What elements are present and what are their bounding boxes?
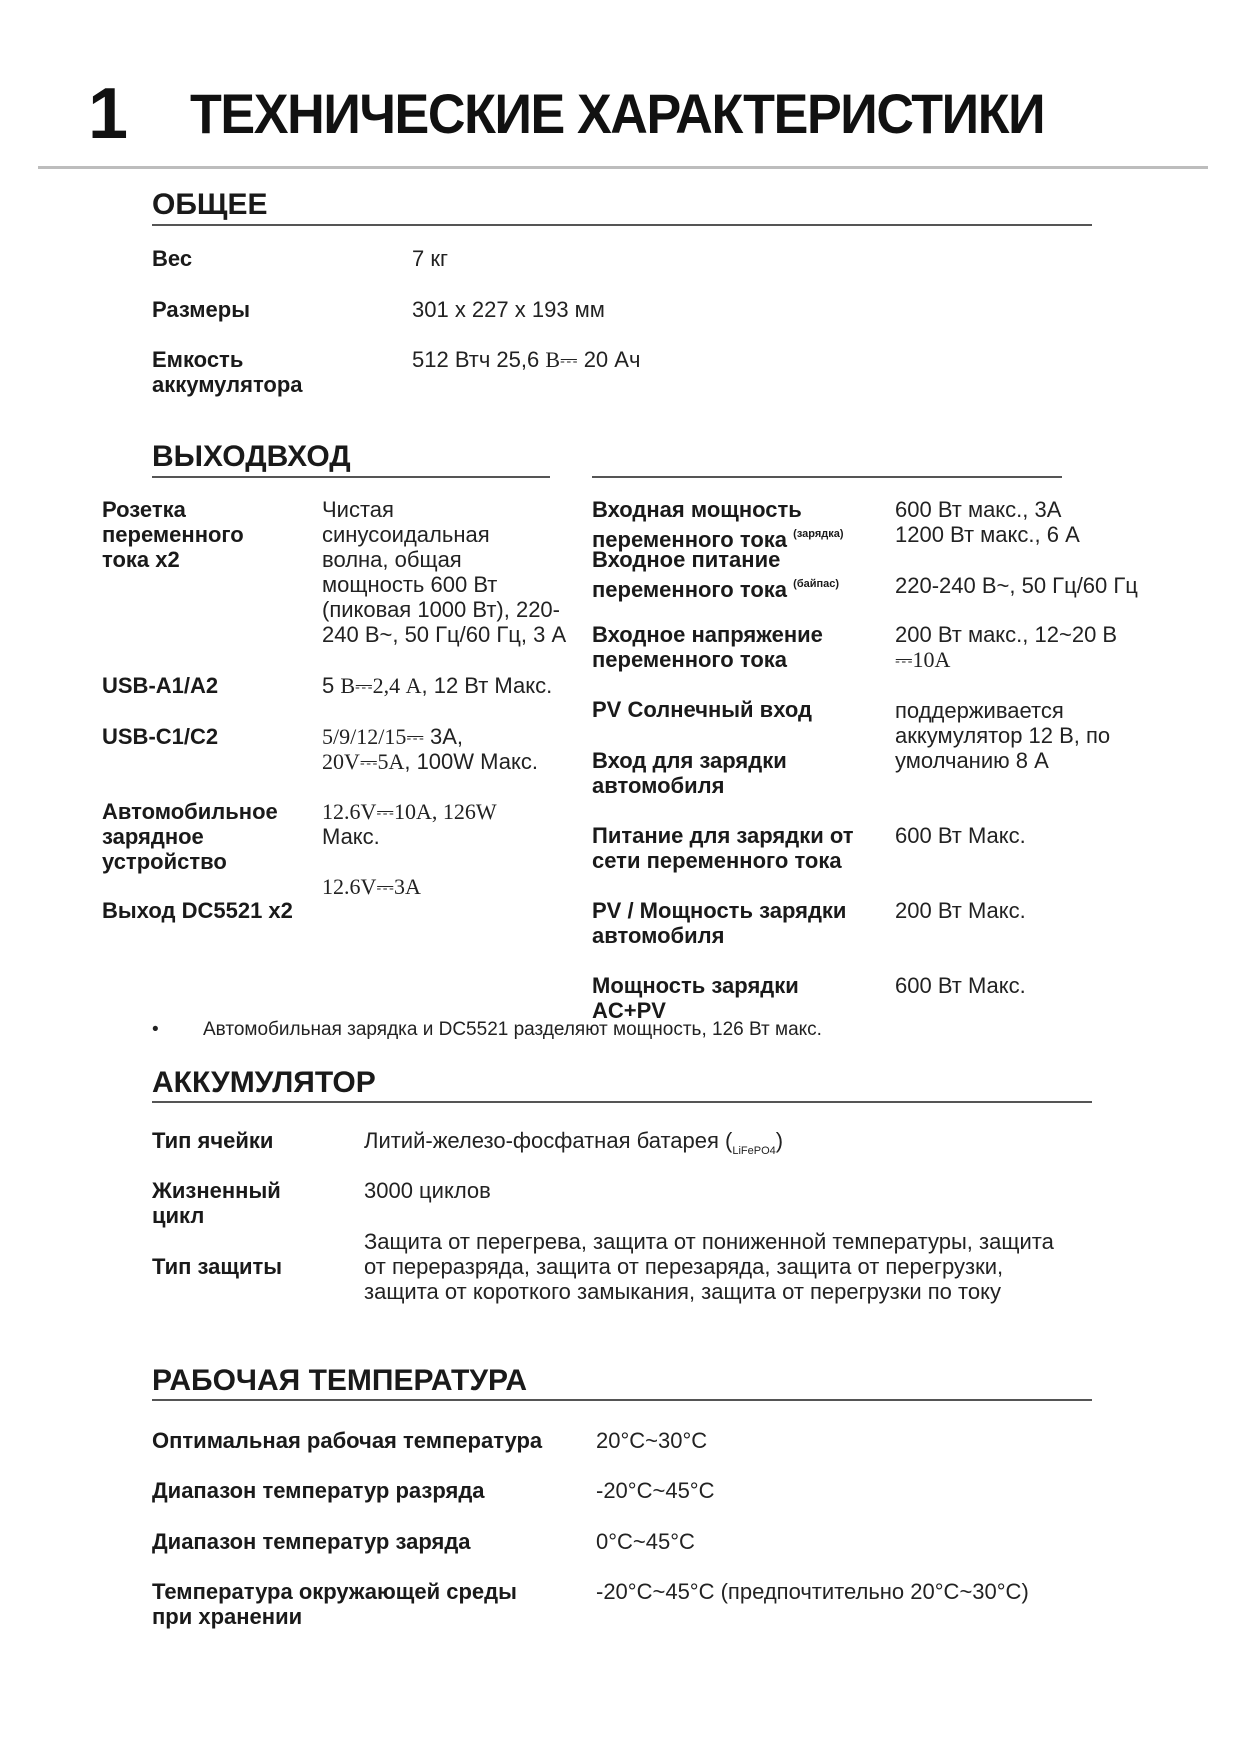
input-voltage-value [895, 622, 1117, 672]
cell-type-value-text: Литий-железо-фосфатная батарея ( [364, 1128, 733, 1153]
cell-type-close: ) [775, 1128, 784, 1153]
chapter-divider [38, 166, 1208, 169]
car-charger-value-line1 [322, 799, 497, 824]
life-cycle-label-2: цикл [152, 1203, 205, 1228]
usbc-value-line2-b: , 100W Макс. [404, 749, 538, 774]
storage-temp-value: -20°C~45°C (предпочтительно 20°C~30°C) [596, 1579, 1029, 1604]
ac-input-label-2-text: переменного тока [592, 527, 788, 552]
usba-value [322, 673, 552, 698]
usbc-value-line2-a: 20V⎓5A [322, 749, 405, 774]
section-title-general: ОБЩЕЕ [152, 188, 268, 221]
mains-charge-label [592, 823, 854, 873]
chapter-number: 1 [88, 74, 128, 154]
car-input-label-2: автомобиля [592, 773, 725, 798]
storage-temp-label-1: Температура окружающей среды [152, 1579, 517, 1604]
section-rule-io-left [152, 476, 550, 478]
protection-value-1: Защита от перегрева, защита от пониженной температуры, защита [364, 1229, 1054, 1254]
ac-outlet-value-2: синусоидальная [322, 522, 490, 547]
input-voltage-label [592, 622, 823, 672]
car-charger-value-a: 12.6V⎓10A [322, 799, 432, 824]
ac-pv-power-label-1: Мощность зарядки [592, 973, 799, 998]
storage-temp-label-2: при хранении [152, 1604, 303, 1629]
car-input-label [592, 748, 787, 798]
car-charger-value-c: Макс. [322, 824, 380, 849]
car-charger-value-b: , 126W [431, 799, 497, 824]
usbc-value-line1 [322, 724, 538, 749]
ac-outlet-value-6: 240 В~, 50 Гц/60 Гц, 3 А [322, 622, 567, 647]
pv-input-value-3: умолчанию 8 А [895, 748, 1049, 773]
usbc-label: USB-C1/C2 [102, 724, 219, 749]
protection-label: Тип защиты [152, 1254, 283, 1279]
car-charger-label [102, 799, 278, 874]
usbc-value-line1-b: 3A, [423, 724, 464, 749]
section-title-temperature: РАБОЧАЯ ТЕМПЕРАТУРА [152, 1364, 528, 1397]
bypass-label-2 [592, 572, 839, 602]
usba-label: USB-A1/A2 [102, 673, 219, 698]
ac-outlet-label-1: Розетка [102, 497, 186, 522]
capacity-value-a: 512 Втч 25,6 [412, 347, 546, 372]
input-voltage-label-2: переменного тока [592, 647, 788, 672]
bypass-label-sup: (байпас) [793, 578, 840, 590]
ac-input-value-1: 600 Вт макс., 3А [895, 497, 1062, 522]
capacity-label-line1: Емкость [152, 347, 244, 372]
charge-temp-value: 0°C~45°C [596, 1529, 695, 1554]
charge-temp-label: Диапазон температур заряда [152, 1529, 471, 1554]
discharge-temp-value: -20°C~45°C [596, 1478, 715, 1503]
ac-input-value-2: 1200 Вт макс., 6 А [895, 522, 1080, 547]
protection-value-2: от переразряда, защита от перезаряда, защита от перегрузки, [364, 1254, 1004, 1279]
bypass-label-2-text: переменного тока [592, 577, 788, 602]
section-title-battery: АККУМУЛЯТОР [152, 1066, 376, 1099]
section-rule-general [152, 224, 1092, 226]
size-value: 301 x 227 x 193 мм [412, 297, 605, 322]
life-cycle-label [152, 1178, 281, 1228]
pv-car-power-label-1: PV / Мощность зарядки [592, 898, 847, 923]
capacity-label-line2: аккумулятора [152, 372, 303, 397]
ac-input-value [895, 497, 1080, 547]
storage-temp-label [152, 1579, 517, 1629]
dc-output-value: 12.6V⎓3A [322, 874, 421, 899]
ac-pv-power-value: 600 Вт Макс. [895, 973, 1026, 998]
input-voltage-value-1: 200 Вт макс., 12~20 В [895, 622, 1118, 647]
cell-type-chemistry: LiFePO4 [732, 1145, 776, 1157]
pv-input-value-1: поддерживается [895, 698, 1064, 723]
discharge-temp-label: Диапазон температур разряда [152, 1478, 485, 1503]
pv-car-power-label [592, 898, 846, 948]
ac-pv-power-label [592, 973, 799, 1023]
input-voltage-value-2: ⎓10A [895, 647, 951, 672]
ac-outlet-value-1: Чистая [322, 497, 394, 522]
ac-outlet-label-2: переменного [102, 522, 244, 547]
pv-input-label: PV Солнечный вход [592, 697, 812, 722]
capacity-value [412, 347, 640, 372]
ac-input-label-1: Входная мощность [592, 497, 802, 522]
ac-outlet-value-3: волна, общая [322, 547, 462, 572]
mains-charge-label-2: сети переменного тока [592, 848, 842, 873]
usbc-value-line2 [322, 749, 538, 774]
ac-outlet-label-3: тока x2 [102, 547, 180, 572]
ac-input-label [592, 497, 844, 552]
section-title-io: ВЫХОДВХОД [152, 440, 351, 473]
section-rule-temperature [152, 1399, 1092, 1401]
mains-charge-value: 600 Вт Макс. [895, 823, 1026, 848]
ac-input-label-sup: (зарядка) [793, 528, 844, 540]
chapter-title: ТЕХНИЧЕСКИЕ ХАРАКТЕРИСТИКИ [190, 82, 1045, 145]
pv-input-value-2: аккумулятор 12 В, по [895, 723, 1111, 748]
section-rule-io-right [592, 476, 1062, 478]
car-charger-label-3: устройство [102, 849, 227, 874]
protection-value-3: защита от короткого замыкания, защита от перегрузки по току [364, 1279, 1001, 1304]
car-input-label-1: Вход для зарядки [592, 748, 787, 773]
bypass-label [592, 547, 839, 602]
weight-label: Вес [152, 246, 193, 271]
capacity-value-b: В⎓ [545, 347, 578, 372]
optimal-temp-value: 20°C~30°C [596, 1428, 708, 1453]
pv-car-power-label-2: автомобиля [592, 923, 725, 948]
bypass-label-1: Входное питание [592, 547, 781, 572]
car-charger-label-2: зарядное [102, 824, 204, 849]
capacity-label [152, 347, 303, 397]
weight-value: 7 кг [412, 246, 448, 271]
usbc-value [322, 724, 538, 774]
pv-input-value [895, 698, 1110, 773]
ac-outlet-value-5: (пиковая 1000 Вт), 220- [322, 597, 560, 622]
mains-charge-label-1: Питание для зарядки от [592, 823, 854, 848]
protection-value [364, 1229, 1054, 1304]
usba-value-c: , 12 Вт Макс. [421, 673, 553, 698]
ac-outlet-value-4: мощность 600 Вт [322, 572, 498, 597]
ac-outlet-value [322, 497, 566, 647]
cell-type-value [364, 1128, 783, 1164]
pv-car-power-value: 200 Вт Макс. [895, 898, 1026, 923]
section-rule-battery [152, 1101, 1092, 1103]
shared-power-note: Автомобильная зарядка и DC5521 разделяют мощность, 126 Вт макс. [203, 1019, 822, 1040]
cell-type-label: Тип ячейки [152, 1128, 274, 1153]
note-bullet: • [152, 1019, 159, 1040]
life-cycle-label-1: Жизненный [152, 1178, 281, 1203]
ac-outlet-label [102, 497, 244, 572]
optimal-temp-label: Оптимальная рабочая температура [152, 1428, 543, 1453]
usba-value-b: В⎓2,4 А [340, 673, 422, 698]
ac-pv-power-label-2: AC+PV [592, 998, 666, 1023]
usba-value-a: 5 [322, 673, 341, 698]
life-cycle-value: 3000 циклов [364, 1178, 491, 1203]
usbc-value-line1-a: 5/9/12/15⎓ [322, 724, 424, 749]
dc-output-label: Выход DC5521 x2 [102, 898, 293, 923]
capacity-value-c: 20 Ач [577, 347, 641, 372]
car-charger-label-1: Автомобильное [102, 799, 278, 824]
input-voltage-label-1: Входное напряжение [592, 622, 823, 647]
car-charger-value [322, 799, 497, 849]
bypass-value: 220-240 В~, 50 Гц/60 Гц [895, 573, 1138, 598]
size-label: Размеры [152, 297, 251, 322]
